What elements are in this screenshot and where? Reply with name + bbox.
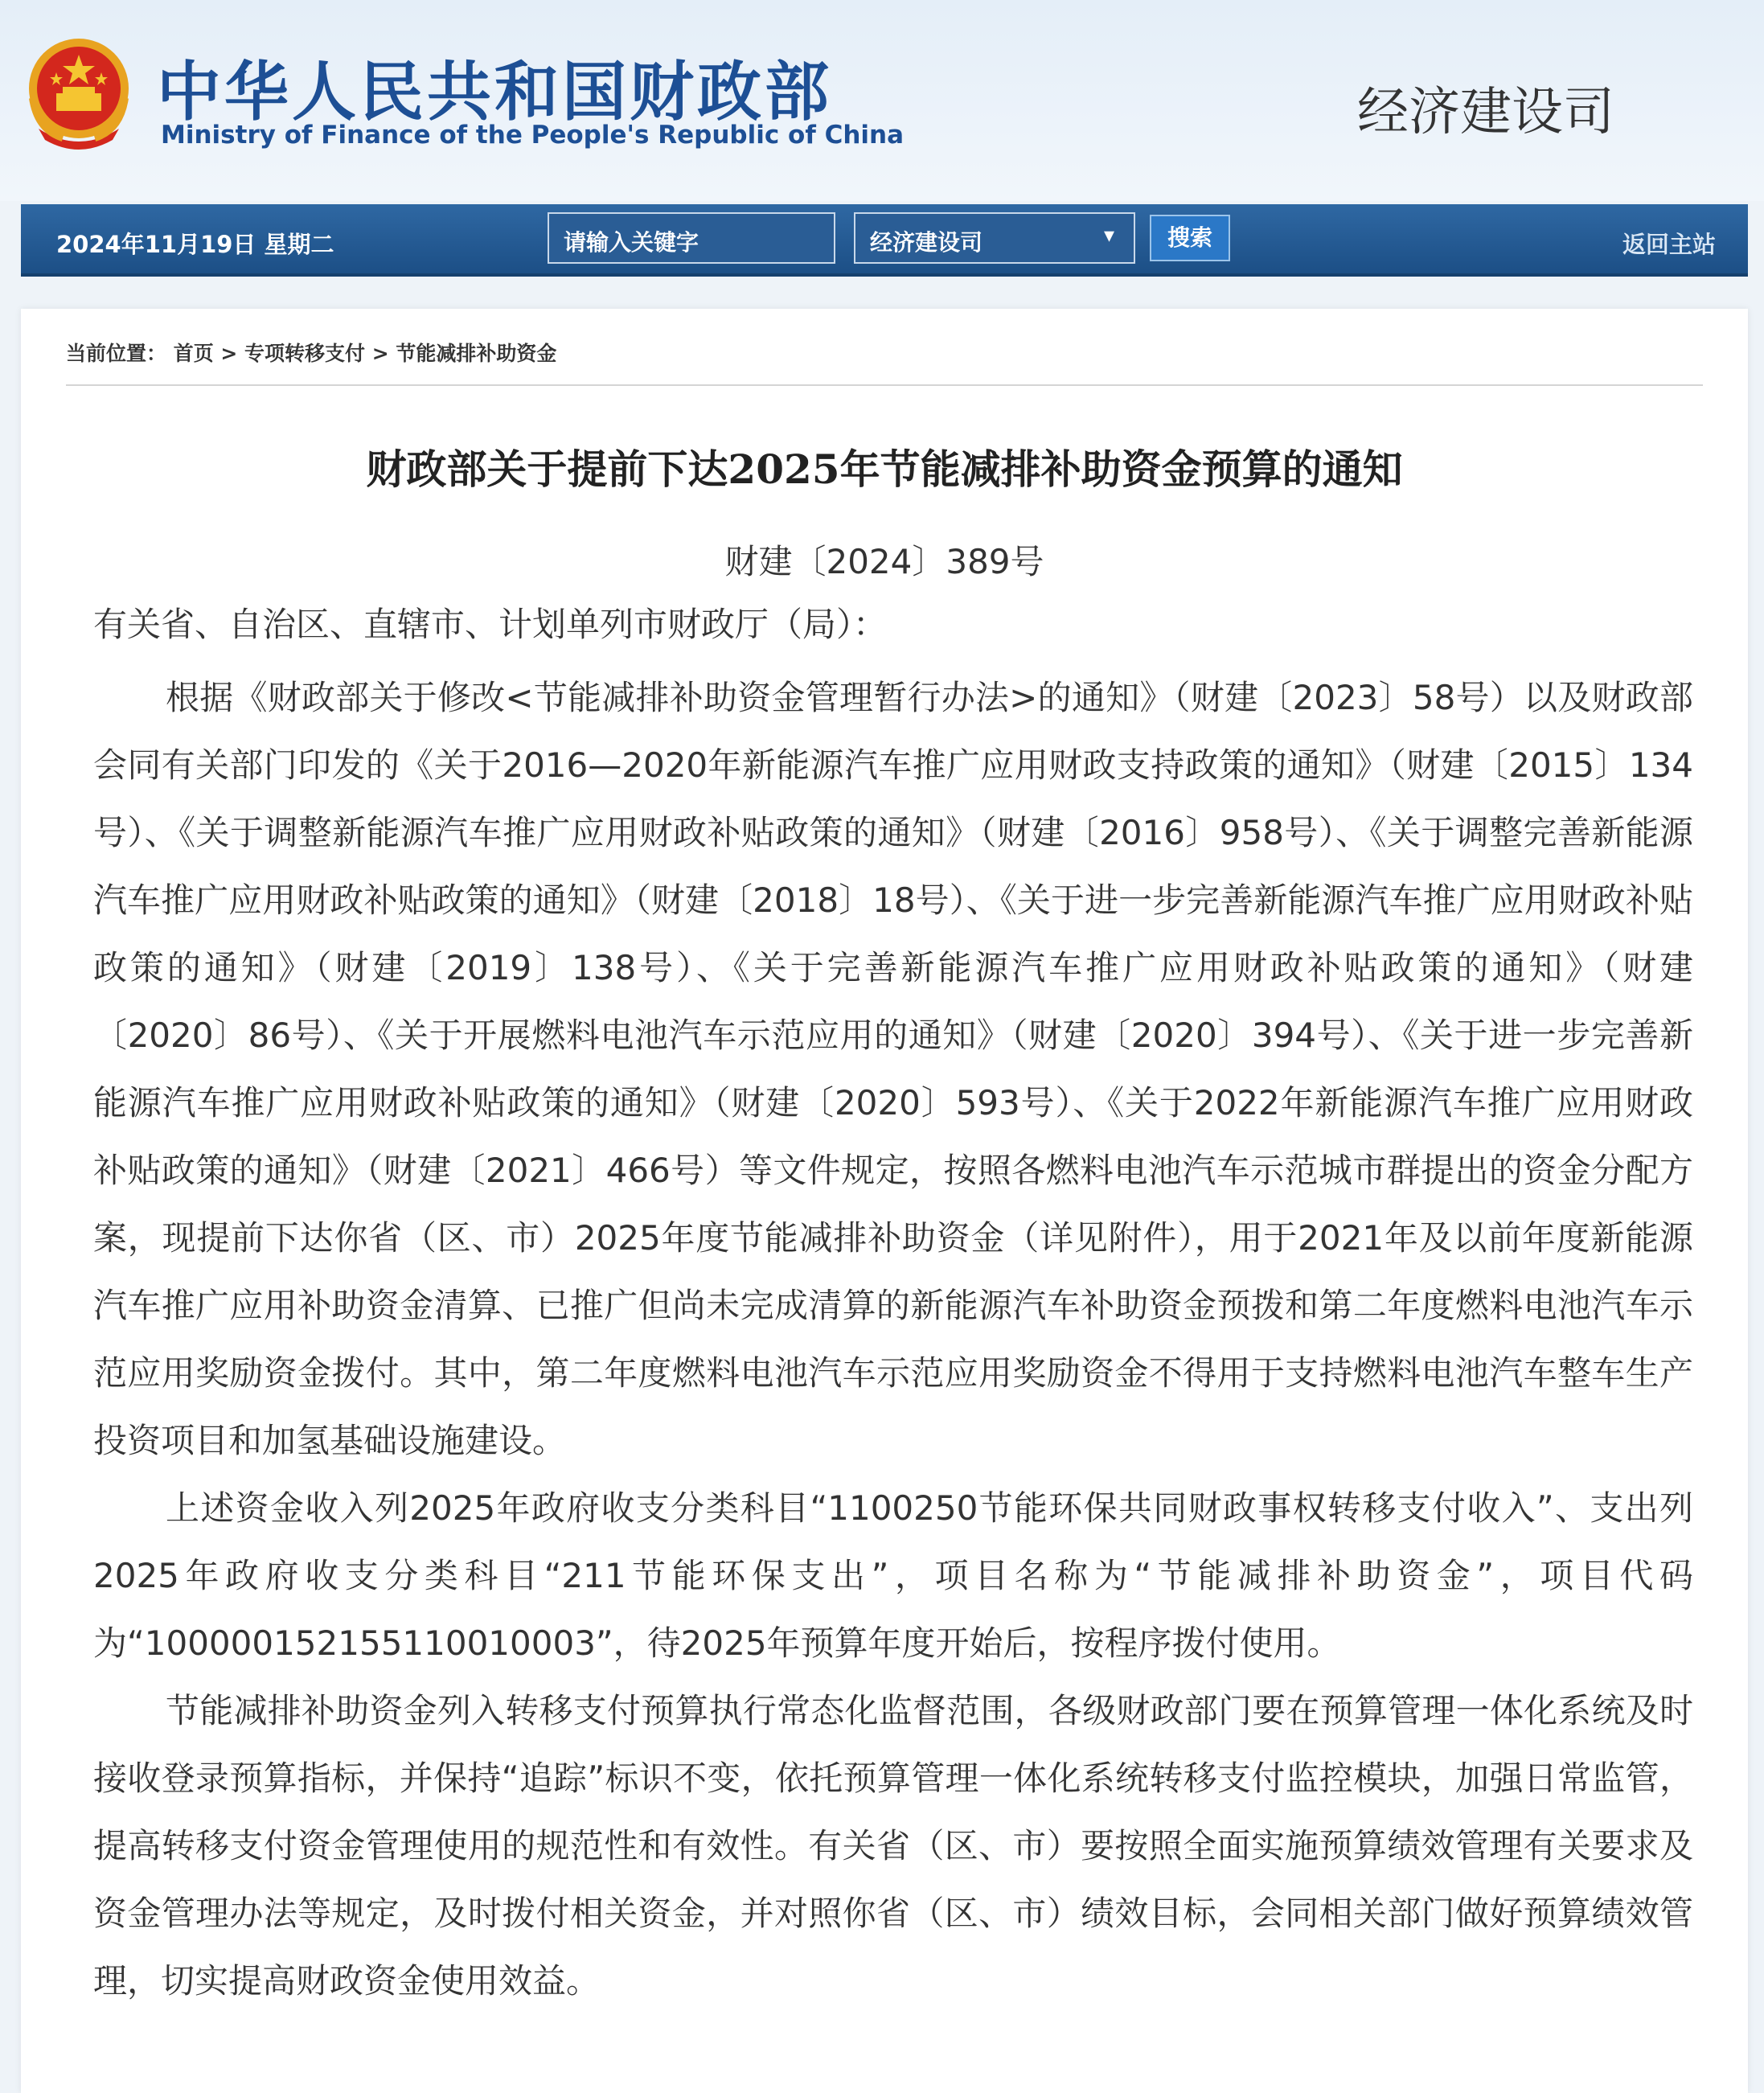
body-paragraph: 节能减排补助资金列入转移支付预算执行常态化监督范围，各级财政部门要在预算管理一体化系统及时接收登录预算指标，并保持“追踪”标识不变，依托预算管理一体化系统转移支付监控模块，加强日常监管，提高转移支付资金管理使用的规范性和有效性。有关省（区、市）要按照全面实施预算绩效管理有关要求及资金管理办法等规定，及时拨付相关资金，并对照你省（区、市）绩效目标，会同相关部门做好预算绩效管理，切实提高财政资金使用效益。: [93, 1691, 1693, 2001]
site-title: 中华人民共和国财政部: [157, 55, 832, 129]
department-select[interactable]: [854, 212, 1135, 264]
document-title: 财政部关于提前下达2025年节能减排补助资金预算的通知: [366, 445, 1403, 493]
navigation-bar: [21, 204, 1748, 277]
body-paragraph: 上述资金收入列2025年政府收支分类科目“1100250节能环保共同财政事权转移支付收入”、支出列2025年政府收支分类科目“211节能环保支出”，项目名称为“节能减排补助资金”，项目代码为“100000152155110010003”，待2025年预算年度开始后，按程序拨付使用。: [93, 1488, 1693, 1663]
article-panel: [21, 309, 1748, 2093]
site-header: [0, 0, 1764, 201]
document-number: 财建〔2024〕389号: [724, 542, 1044, 581]
search-input[interactable]: 请输入关键字: [548, 212, 835, 264]
document-body: [93, 664, 1693, 2015]
body-paragraph: 根据《财政部关于修改<节能减排补助资金管理暂行办法>的通知》（财建〔2023〕58号）以及财政部会同有关部门印发的《关于2016—2020年新能源汽车推广应用财政支持政策的通知》（财建〔2015〕134号）、《关于调整新能源汽车推广应用财政补贴政策的通知》（财建〔2016〕958号）、《关于调整完善新能源汽车推广应用财政补贴政策的通知》（财建〔2018〕18号）、《关于进一步完善新能源汽车推广应用财政补贴政策的通知》（财建〔2019〕138号）、《关于完善新能源汽车推广应用财政补贴政策的通知》（财建〔2020〕86号）、《关于开展燃料电池汽车示范应用的通知》（财建〔2020〕394号）、《关于进一步完善新能源汽车推广应用财政补贴政策的通知》（财建〔2020〕593号）、《关于2022年新能源汽车推广应用财政补贴政策的通知》（财建〔2021〕466号）等文件规定，按照各燃料电池汽车示范城市群提出的资金分配方案，现提前下达你省（区、市）2025年度节能减排补助资金（详见附件），用于2021年及以前年度新能源汽车推广应用补助资金清算、已推广但尚未完成清算的新能源汽车补助资金预拨和第二年度燃料电池汽车示范应用奖励资金拨付。其中，第二年度燃料电池汽车示范应用奖励资金不得用于支持燃料电池汽车整车生产投资项目和加氢基础设施建设。: [93, 678, 1693, 1460]
department-select-value: 经济建设司: [870, 229, 983, 256]
search-button[interactable]: 搜索: [1150, 215, 1230, 261]
site-subtitle: Ministry of Finance of the People's Republic of China: [161, 121, 905, 150]
home-link[interactable]: 返回主站: [1622, 231, 1716, 258]
caret-down-icon: ▾: [1103, 224, 1114, 248]
breadcrumb-divider: [66, 384, 1703, 386]
document-addressee: 有关省、自治区、直辖市、计划单列市财政厅（局）：: [93, 605, 888, 644]
national-emblem-icon: [23, 34, 135, 154]
current-date: 2024年11月19日 星期二: [56, 231, 334, 258]
department-name: 经济建设司: [1357, 83, 1614, 142]
breadcrumb[interactable]: 当前位置： 首页 > 专项转移支付 > 节能减排补助资金: [66, 342, 557, 365]
